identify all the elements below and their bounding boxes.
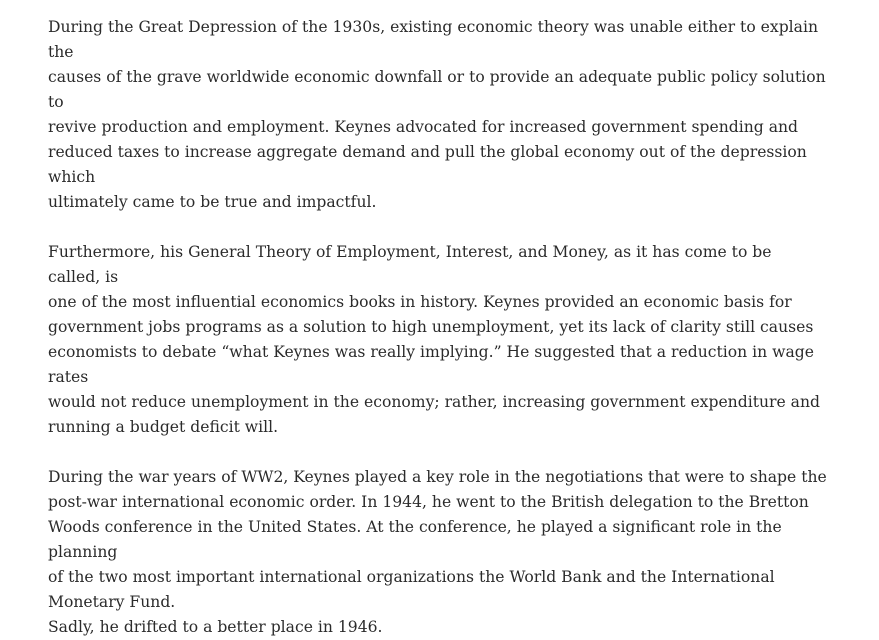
paragraph-death: Sadly, he drifted to a better place in 1946. [48,618,383,636]
paragraph-great-depression: During the Great Depression of the 1930s, existing economic theory was unable either to explain the causes of the grave worldwide economic downfall or to provide an adequate public policy solution to revive production and employment. Keynes advocated for increased government spending and reduced taxes to increase aggregate demand and pull the global economy out of the depression which ultimately came to be true and impactful. [48,18,826,211]
article-body [48,15,828,640]
paragraph-war-years: During the war years of WW2, Keynes played a key role in the negotiations that were to shape the post-war international economic order. In 1944, he went to the British delegation to the Bretton Woods conference in the United States. At the conference, he played a significant role in the planning of the two most important international organizations the World Bank and the International Monetary Fund. [48,468,827,611]
paragraph-general-theory: Furthermore, his General Theory of Employment, Interest, and Money, as it has come to be called, is one of the most influential economics books in history. Keynes provided an economic basis for government jobs programs as a solution to high unemployment, yet its lack of clarity still causes economists to debate “what Keynes was really implying.” He suggested that a reduction in wage rates would not reduce unemployment in the economy; rather, increasing government expenditure and running a budget deficit will. [48,243,820,436]
